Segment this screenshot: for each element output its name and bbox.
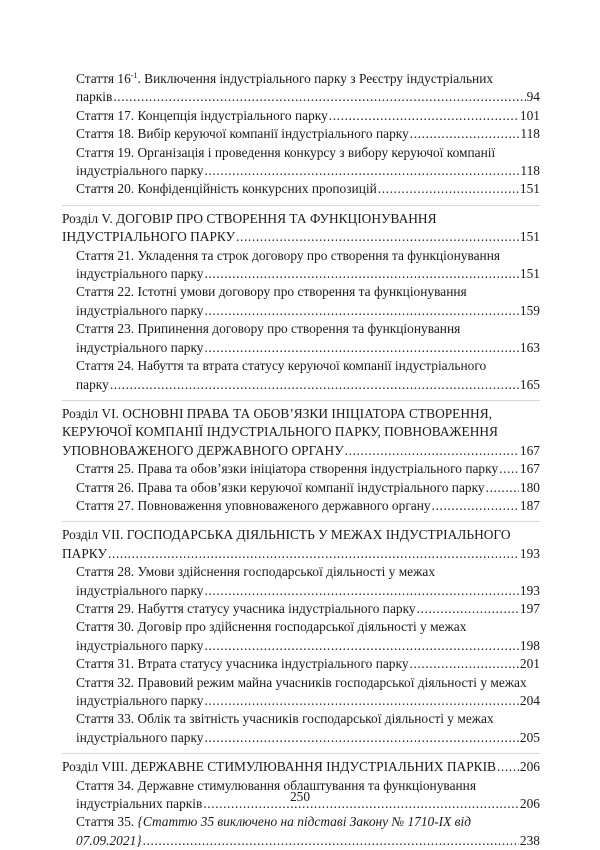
toc-entry-article-32[interactable] xyxy=(62,674,540,711)
toc-entry-article-28[interactable] xyxy=(62,563,540,600)
page-ref: 197 xyxy=(519,600,540,616)
entry-title-cont: . Виключення індустріального парку з Реєстру індустріальних xyxy=(137,71,494,86)
toc-entry-section-vii[interactable] xyxy=(62,521,540,563)
toc-entry-article-24[interactable] xyxy=(62,357,540,394)
entry-title-end: індустріального парку xyxy=(76,582,204,598)
toc-entry-article-23[interactable] xyxy=(62,320,540,357)
toc-entry-article-26[interactable] xyxy=(62,479,540,497)
dot-leader xyxy=(432,497,519,515)
entry-title: Стаття 27. Повноваження уповноваженого державного органу xyxy=(76,497,431,513)
page-ref: 187 xyxy=(519,497,540,513)
entry-title-end: індустріального парку xyxy=(76,163,204,179)
page-ref: 151 xyxy=(519,229,540,245)
toc-entry-article-35[interactable] xyxy=(62,813,540,850)
page-ref: 118 xyxy=(520,126,540,142)
entry-title: Стаття 26. Права та обов’язки керуючої компанії індустріального парку xyxy=(76,479,485,495)
toc-entry-article-27[interactable] xyxy=(62,497,540,515)
section-title-cont: КЕРУЮЧОЇ КОМПАНІЇ ІНДУСТРІАЛЬНОГО ПАРКУ, ПОВНОВАЖЕННЯ xyxy=(62,424,498,440)
entry-title: Стаття 21. Укладення та строк договору про створення та функціонування xyxy=(76,247,501,263)
entry-title-end: парків xyxy=(76,89,113,105)
page-ref: 206 xyxy=(519,759,540,775)
dot-leader xyxy=(205,162,520,180)
page-ref: 180 xyxy=(519,479,540,495)
entry-title-end: індустріального парку xyxy=(76,729,204,745)
dot-leader xyxy=(205,302,519,320)
dot-leader xyxy=(486,479,519,497)
page-ref: 159 xyxy=(519,302,540,318)
entry-title-end: індустріального парку xyxy=(76,693,204,708)
entry-title: Стаття 30. Договір про здійснення господарської діяльності у межах xyxy=(76,619,467,635)
toc-entry-section-vi[interactable] xyxy=(62,400,540,460)
dot-leader xyxy=(110,376,519,394)
entry-title: Стаття 20. Конфіденційність конкурсних пропозицій xyxy=(76,181,377,197)
toc-entry-article-22[interactable] xyxy=(62,283,540,320)
page-ref: 201 xyxy=(519,656,540,672)
dot-leader xyxy=(113,88,525,106)
dot-leader xyxy=(497,758,519,776)
toc-entry-section-v[interactable] xyxy=(62,205,540,247)
dot-leader xyxy=(108,545,519,563)
dot-leader xyxy=(205,729,519,747)
page-ref: 193 xyxy=(519,545,540,561)
page-ref: 101 xyxy=(519,107,540,123)
toc-entry-article-18[interactable] xyxy=(62,125,540,143)
dot-leader xyxy=(410,655,519,673)
entry-title: Стаття 32. Правовий режим майна учасників господарської діяльності у межах xyxy=(76,674,527,690)
entry-title: Стаття 24. Набуття та втрата статусу керуючої компанії індустріального xyxy=(76,358,487,374)
page-ref: 167 xyxy=(519,442,540,458)
section-title-end: ІНДУСТРІАЛЬНОГО ПАРКУ xyxy=(62,229,236,245)
entry-title-end: парку xyxy=(76,376,109,392)
entry-title-end: індустріальних парків xyxy=(76,796,203,812)
entry-title: Стаття 35. xyxy=(76,814,138,830)
toc-entry-article-16-1[interactable] xyxy=(62,70,540,107)
entry-title: Стаття 33. Облік та звітність учасників господарської діяльності у межах xyxy=(76,711,494,727)
superscript: -1 xyxy=(130,71,138,80)
dot-leader xyxy=(236,228,519,246)
dot-leader xyxy=(205,637,519,655)
toc-entry-article-30[interactable] xyxy=(62,618,540,655)
toc-entry-article-31[interactable] xyxy=(62,655,540,673)
toc-entry-article-19[interactable] xyxy=(62,144,540,181)
dot-leader xyxy=(417,600,519,618)
entry-title-end: індустріального парку xyxy=(76,302,204,318)
page-ref: 198 xyxy=(519,637,540,653)
entry-title: Стаття 31. Втрата статусу учасника індустріального парку xyxy=(76,656,409,672)
entry-title: Стаття 17. Концепція індустріального парку xyxy=(76,107,328,123)
entry-title: Стаття 25. Права та обов’язки ініціатора створення індустріального парку xyxy=(76,461,499,477)
page-ref: 163 xyxy=(519,339,540,355)
toc-entry-section-viii[interactable] xyxy=(62,753,540,776)
toc-entry-article-33[interactable] xyxy=(62,710,540,747)
page-ref: 238 xyxy=(519,832,540,848)
section-title: Розділ V. ДОГОВІР ПРО СТВОРЕННЯ ТА ФУНКЦІОНУВАННЯ xyxy=(62,210,437,226)
entry-title-end: індустріального парку xyxy=(76,339,204,355)
page-ref: 94 xyxy=(526,89,540,105)
section-title-end: ПАРКУ xyxy=(62,545,107,561)
dot-leader xyxy=(345,442,519,460)
entry-note-italic-end: 07.09.2021} xyxy=(76,832,142,848)
page-number: 250 xyxy=(289,789,311,804)
page-ref: 167 xyxy=(519,461,540,477)
section-title-end: УПОВНОВАЖЕНОГО ДЕРЖАВНОГО ОРГАНУ xyxy=(62,442,344,458)
page-ref: 204 xyxy=(519,693,540,708)
page-ref: 206 xyxy=(519,796,540,812)
page-ref: 165 xyxy=(519,376,540,392)
dot-leader xyxy=(205,339,519,357)
dot-leader xyxy=(205,582,519,600)
page-ref: 151 xyxy=(519,266,540,282)
entry-title-end: індустріального парку xyxy=(76,266,204,282)
dot-leader xyxy=(143,832,519,850)
toc-entry-article-25[interactable] xyxy=(62,460,540,478)
page-ref: 205 xyxy=(519,729,540,745)
dot-leader xyxy=(205,265,519,283)
toc-entry-article-20[interactable] xyxy=(62,180,540,198)
page-ref: 118 xyxy=(520,163,540,179)
section-title: Розділ VIII. ДЕРЖАВНЕ СТИМУЛЮВАННЯ ІНДУСТРІАЛЬНИХ ПАРКІВ xyxy=(62,759,496,775)
toc-entry-article-17[interactable] xyxy=(62,107,540,125)
dot-leader xyxy=(329,107,519,125)
entry-title: Стаття 29. Набуття статусу учасника індустріального парку xyxy=(76,600,416,616)
toc-entry-article-29[interactable] xyxy=(62,600,540,618)
page-ref: 193 xyxy=(519,582,540,598)
entry-title: Стаття 28. Умови здійснення господарської діяльності у межах xyxy=(76,564,436,580)
toc-entry-article-21[interactable] xyxy=(62,247,540,284)
entry-title: Стаття 23. Припинення договору про створення та функціонування xyxy=(76,321,461,337)
dot-leader xyxy=(410,125,520,143)
entry-title: Стаття 16 xyxy=(76,71,131,86)
section-title: Розділ VI. ОСНОВНІ ПРАВА ТА ОБОВ’ЯЗКИ ІНІЦІАТОРА СТВОРЕННЯ, xyxy=(62,405,492,421)
entry-title: Стаття 22. Істотні умови договору про створення та функціонування xyxy=(76,284,467,300)
section-title: Розділ VII. ГОСПОДАРСЬКА ДІЯЛЬНІСТЬ У МЕЖАХ ІНДУСТРІАЛЬНОГО xyxy=(62,527,511,543)
dot-leader xyxy=(378,180,519,198)
entry-title-end: індустріального парку xyxy=(76,637,204,653)
entry-title: Стаття 34. Державне стимулювання облаштування та функціонування xyxy=(76,777,477,793)
entry-note-italic: {Статтю 35 виключено на підставі Закону № 1710-IX від xyxy=(137,814,471,830)
dot-leader xyxy=(205,692,519,710)
entry-title: Стаття 18. Вибір керуючої компанії індустріального парку xyxy=(76,126,409,142)
entry-title: Стаття 19. Організація і проведення конкурсу з вибору керуючої компанії xyxy=(76,144,496,160)
table-of-contents xyxy=(62,70,540,850)
dot-leader xyxy=(499,460,519,478)
page-ref: 151 xyxy=(519,181,540,197)
